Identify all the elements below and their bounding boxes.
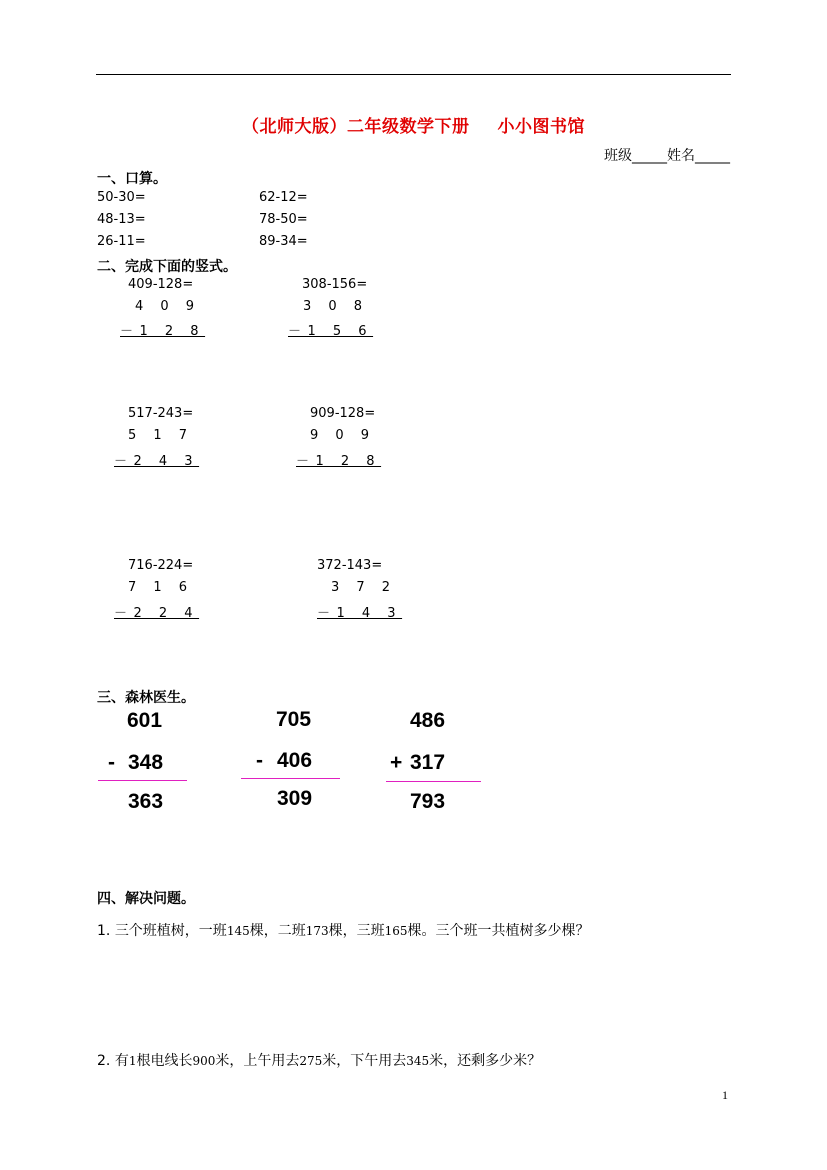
vertical-top: 4 0 9 (135, 299, 201, 314)
vertical-expr: 909-128= (310, 406, 376, 421)
doctor-top-number: 486 (410, 709, 446, 732)
oral-item: 78-50= (259, 212, 308, 227)
vertical-bottom: －2 4 3 (114, 454, 200, 469)
vertical-bottom: －1 5 6 (288, 324, 374, 339)
vertical-top: 3 0 8 (303, 299, 369, 314)
section2-heading: 二、完成下面的竖式。 (97, 259, 237, 275)
vertical-expr: 409-128= (128, 277, 194, 292)
oral-item: 50-30= (97, 190, 146, 205)
answer-line (386, 781, 481, 782)
doctor-operator: - (256, 749, 263, 772)
vertical-bottom: －1 2 8 (120, 324, 206, 339)
oral-item: 26-11= (97, 234, 146, 249)
answer-line (241, 778, 340, 779)
section1-heading: 一、口算。 (97, 171, 167, 187)
doctor-operator: - (108, 751, 115, 774)
section3-heading: 三、森林医生。 (97, 690, 195, 706)
vertical-top: 5 1 7 (128, 428, 194, 443)
oral-item: 62-12= (259, 190, 308, 205)
vertical-expr: 308-156= (302, 277, 368, 292)
vertical-expr: 716-224= (128, 558, 194, 573)
vertical-expr: 372-143= (317, 558, 383, 573)
word-problem-1: 1. 三个班植树，一班145棵，二班173棵，三班165棵。三个班一共植树多少棵？ (97, 923, 590, 939)
doctor-second-number: 348 (128, 751, 164, 774)
title-main: （北师大版）二年级数学下册 (242, 117, 470, 137)
doctor-second-number: 406 (277, 749, 313, 772)
vertical-top: 7 1 6 (128, 580, 194, 595)
vertical-top: 3 7 2 (331, 580, 397, 595)
page-title (0, 112, 827, 137)
doctor-operator: + (390, 751, 403, 774)
oral-item: 48-13= (97, 212, 146, 227)
doctor-result: 793 (410, 790, 446, 813)
page-number: 1 (722, 1088, 728, 1102)
oral-item: 89-34= (259, 234, 308, 249)
vertical-top: 9 0 9 (310, 428, 376, 443)
word-problem-2: 2. 有1根电线长900米，上午用去275米，下午用去345米，还剩多少米？ (97, 1053, 542, 1069)
title-sub: 小小图书馆 (497, 117, 585, 137)
vertical-expr: 517-243= (128, 406, 194, 421)
top-rule (96, 74, 731, 75)
vertical-bottom: －1 2 8 (296, 454, 382, 469)
doctor-result: 309 (277, 787, 313, 810)
doctor-second-number: 317 (410, 751, 446, 774)
answer-line (98, 780, 187, 781)
doctor-top-number: 705 (276, 708, 312, 731)
vertical-bottom: －1 4 3 (317, 606, 403, 621)
vertical-bottom: －2 2 4 (114, 606, 200, 621)
section4-heading: 四、解决问题。 (97, 891, 195, 907)
doctor-result: 363 (128, 790, 164, 813)
doctor-top-number: 601 (127, 709, 163, 732)
class-name-field: 班级_____姓名_____ (604, 148, 730, 164)
